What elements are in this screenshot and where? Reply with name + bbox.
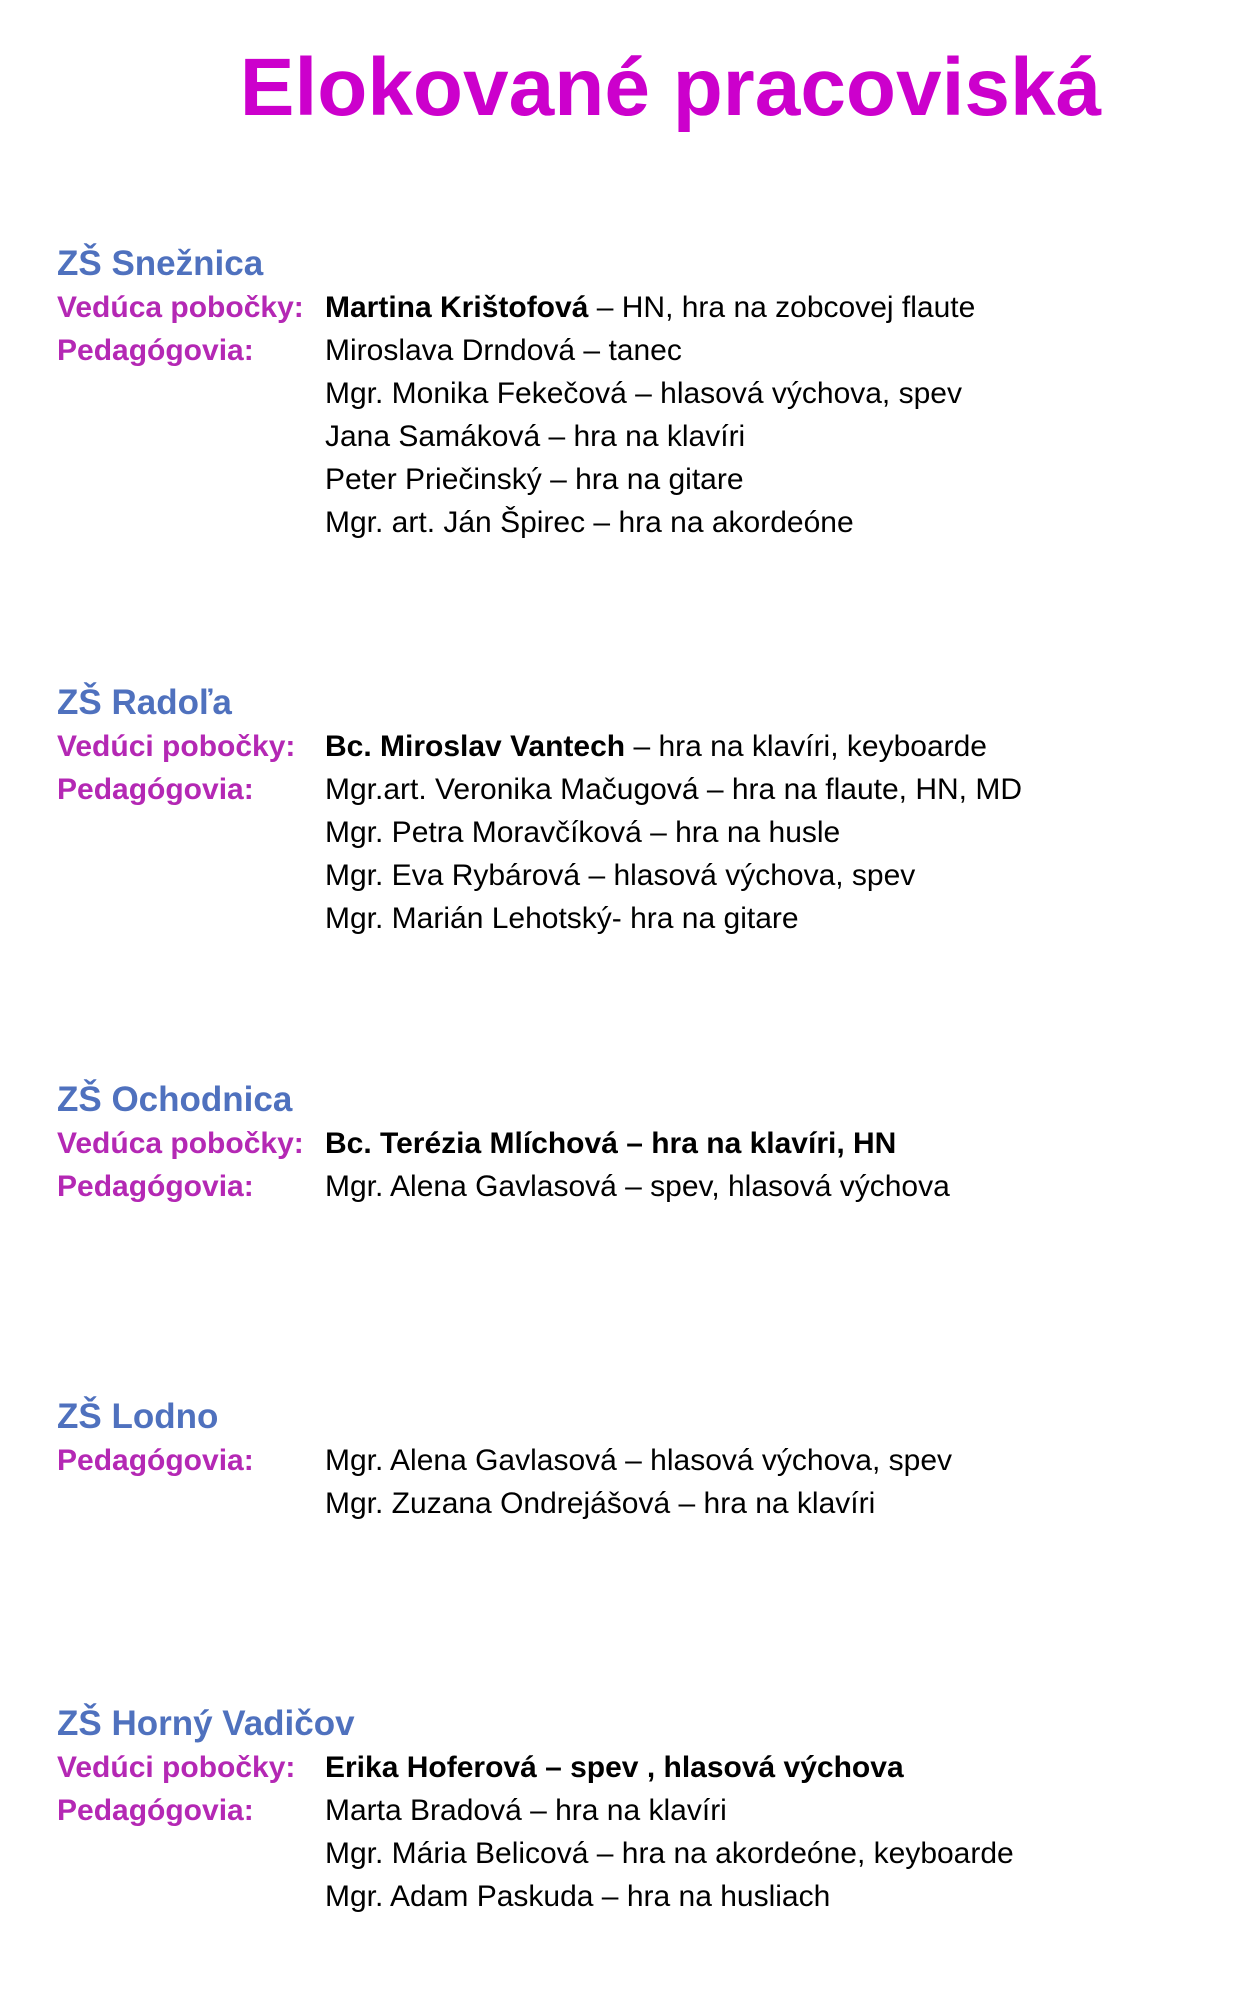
leader-label: Vedúca pobočky: (57, 1127, 304, 1160)
leader-name: Erika Hoferová – spev , hlasová výchova (325, 1751, 904, 1784)
teachers-row (57, 768, 1207, 940)
teachers-label: Pedagógovia: (57, 1794, 254, 1827)
teachers-list (325, 1165, 1207, 1208)
teachers-row (57, 329, 1207, 544)
teacher-item: Mgr. Alena Gavlasová – spev, hlasová výchova (325, 1170, 950, 1203)
branch-horny-vadicov (57, 1702, 1207, 1918)
branch-name: ZŠ Ochodnica (57, 1080, 293, 1119)
leader-row (57, 1122, 1207, 1165)
leader-name: Bc. Terézia Mlíchová – hra na klavíri, HN (325, 1127, 897, 1160)
branch-ochodnica (57, 1078, 1207, 1208)
branch-radola (57, 681, 1207, 940)
branch-name: ZŠ Horný Vadičov (57, 1704, 355, 1743)
branch-name: ZŠ Radoľa (57, 683, 232, 722)
teachers-label: Pedagógovia: (57, 334, 254, 367)
teachers-label: Pedagógovia: (57, 1444, 254, 1477)
teacher-item: Mgr. Monika Fekečová – hlasová výchova, spev (325, 377, 962, 410)
leader (325, 1746, 1207, 1789)
teachers-label: Pedagógovia: (57, 1170, 254, 1203)
teachers-row (57, 1789, 1207, 1918)
leader-subjects: – hra na klavíri, keyboarde (625, 730, 987, 763)
teacher-item: Mgr. art. Ján Špirec – hra na akordeóne (325, 506, 854, 539)
leader-name: Martina Krištofová (325, 291, 589, 324)
teacher-item: Mgr. Zuzana Ondrejášová – hra na klavíri (325, 1487, 876, 1520)
leader-label: Vedúci pobočky: (57, 1751, 296, 1784)
teachers-list (325, 1439, 1207, 1525)
branch-lodno (57, 1395, 1207, 1525)
leader (325, 286, 1207, 329)
leader (325, 725, 1207, 768)
teachers-list (325, 1789, 1207, 1918)
teachers-row (57, 1439, 1207, 1525)
leader-name: Bc. Miroslav Vantech (325, 730, 626, 763)
teacher-item: Miroslava Drndová – tanec (325, 334, 682, 367)
teacher-item: Mgr. Mária Belicová – hra na akordeóne, keyboarde (325, 1837, 1014, 1870)
teacher-item: Jana Samáková – hra na klavíri (325, 420, 746, 453)
teacher-item: Mgr. Alena Gavlasová – hlasová výchova, spev (325, 1444, 953, 1477)
teacher-item: Marta Bradová – hra na klavíri (325, 1794, 727, 1827)
teacher-item: Mgr. Petra Moravčíková – hra na husle (325, 816, 841, 849)
leader (325, 1122, 1207, 1165)
leader-label: Vedúci pobočky: (57, 730, 296, 763)
teacher-item: Peter Priečinský – hra na gitare (325, 463, 744, 496)
teachers-list (325, 768, 1207, 940)
leader-label: Vedúca pobočky: (57, 291, 304, 324)
teachers-list (325, 329, 1207, 544)
teacher-item: Mgr. Adam Paskuda – hra na husliach (325, 1880, 831, 1913)
branch-name: ZŠ Snežnica (57, 244, 264, 283)
page-title: Elokované pracoviská (239, 42, 1102, 133)
branch-sneznica (57, 242, 1207, 544)
teacher-item: Mgr. Eva Rybárová – hlasová výchova, spev (325, 859, 916, 892)
leader-row (57, 1746, 1207, 1789)
teachers-row (57, 1165, 1207, 1208)
leader-row (57, 286, 1207, 329)
branch-name: ZŠ Lodno (57, 1397, 219, 1436)
teacher-item: Mgr. Marián Lehotský- hra na gitare (325, 902, 799, 935)
leader-row (57, 725, 1207, 768)
teacher-item: Mgr.art. Veronika Mačugová – hra na flaute, HN, MD (325, 773, 1022, 806)
leader-subjects: – HN, hra na zobcovej flaute (588, 291, 976, 324)
teachers-label: Pedagógovia: (57, 773, 254, 806)
